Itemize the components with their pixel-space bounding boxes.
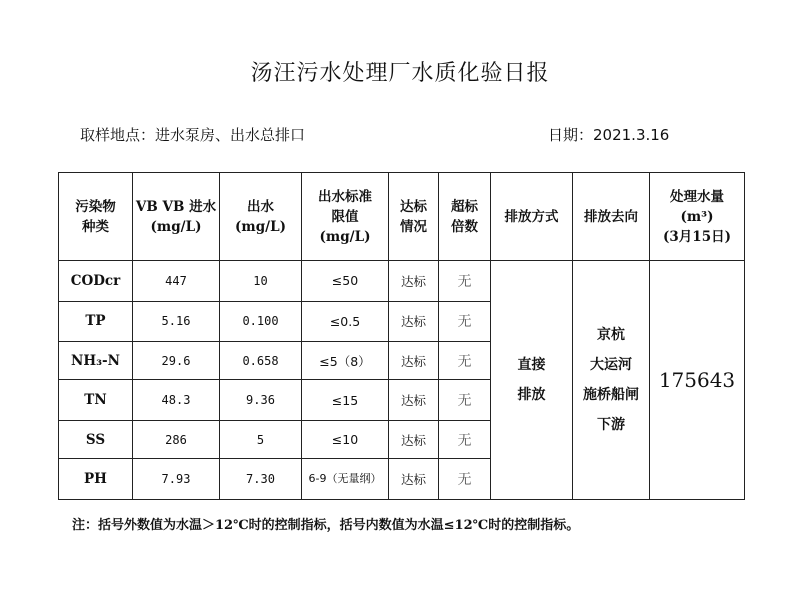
header-method: 排放方式: [491, 173, 573, 261]
compliance-status: 达标: [389, 420, 439, 458]
compliance-status: 达标: [389, 342, 439, 380]
exceed-value: 无: [439, 420, 491, 458]
header-volume: 处理水量 (m³) (3月15日): [650, 173, 745, 261]
table-header-row: [59, 173, 745, 261]
limit-value: ≤50: [302, 261, 389, 302]
outlet-value: 0.100: [220, 301, 302, 342]
exceed-value: 无: [439, 261, 491, 302]
header-outlet: 出水 (mg/L): [220, 173, 302, 261]
pollutant-name: SS: [59, 420, 133, 458]
inlet-value: 286: [133, 420, 220, 458]
header-pollutant: 污染物 种类: [59, 173, 133, 261]
pollutant-name: TP: [59, 301, 133, 342]
pollutant-name: TN: [59, 380, 133, 421]
sampling-location: 取样地点：进水泵房、出水总排口: [80, 126, 306, 144]
exceed-value: 无: [439, 380, 491, 421]
header-compliance: 达标 情况: [389, 173, 439, 261]
inlet-value: 29.6: [133, 342, 220, 380]
pollutant-name: PH: [59, 459, 133, 500]
limit-value: ≤5（8）: [302, 342, 389, 380]
pollutant-name: CODcr: [59, 261, 133, 302]
discharge-destination: 京杭 大运河 施桥船闸 下游: [573, 261, 650, 500]
footnote: 注：括号外数值为水温＞12℃时的控制指标，括号内数值为水温≤12℃时的控制指标。: [72, 518, 580, 533]
exceed-value: 无: [439, 301, 491, 342]
table-row: [59, 261, 745, 302]
treated-volume: 175643: [650, 261, 745, 500]
limit-value: ≤15: [302, 380, 389, 421]
limit-value: ≤0.5: [302, 301, 389, 342]
compliance-status: 达标: [389, 261, 439, 302]
discharge-method: 直接 排放: [491, 261, 573, 500]
inlet-value: 7.93: [133, 459, 220, 500]
compliance-status: 达标: [389, 380, 439, 421]
outlet-value: 7.30: [220, 459, 302, 500]
exceed-value: 无: [439, 459, 491, 500]
exceed-value: 无: [439, 342, 491, 380]
water-quality-table: [58, 172, 745, 500]
header-inlet: VB VB 进水 (mg/L): [133, 173, 220, 261]
compliance-status: 达标: [389, 459, 439, 500]
header-destination: 排放去向: [573, 173, 650, 261]
inlet-value: 5.16: [133, 301, 220, 342]
outlet-value: 5: [220, 420, 302, 458]
limit-value: ≤10: [302, 420, 389, 458]
compliance-status: 达标: [389, 301, 439, 342]
outlet-value: 0.658: [220, 342, 302, 380]
outlet-value: 10: [220, 261, 302, 302]
header-exceed: 超标 倍数: [439, 173, 491, 261]
limit-value: 6-9（无量纲）: [302, 459, 389, 500]
report-title: 汤汪污水处理厂水质化验日报: [250, 61, 550, 86]
report-date: 日期：2021.3.16: [548, 126, 670, 144]
inlet-value: 48.3: [133, 380, 220, 421]
outlet-value: 9.36: [220, 380, 302, 421]
pollutant-name: NH₃-N: [59, 342, 133, 380]
inlet-value: 447: [133, 261, 220, 302]
header-limit: 出水标准 限值 (mg/L): [302, 173, 389, 261]
